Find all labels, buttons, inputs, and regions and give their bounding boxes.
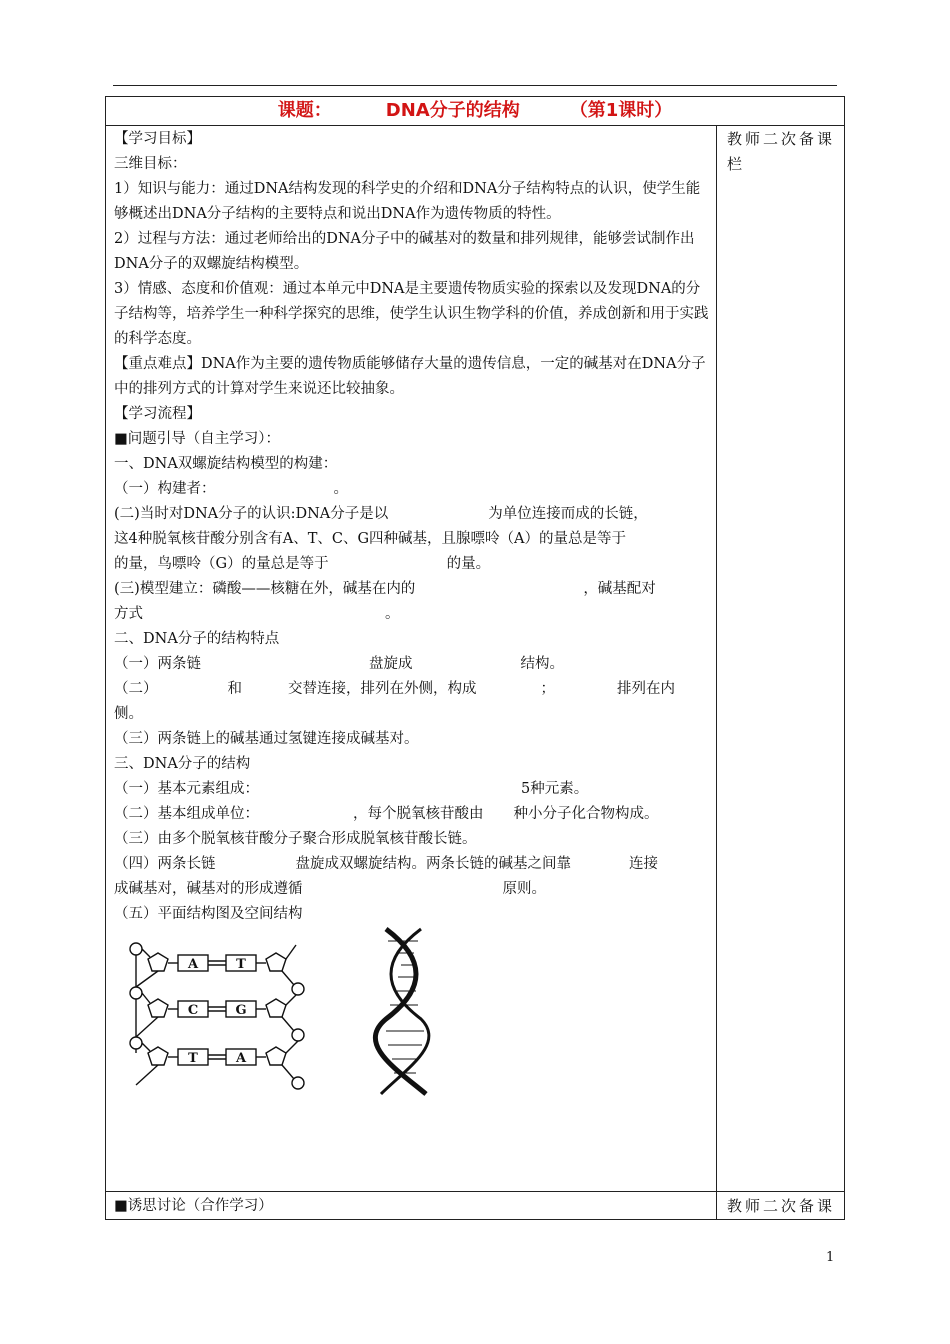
page-number: 1 <box>826 1250 835 1265</box>
figures <box>118 935 438 1119</box>
phosphate-circle <box>292 1077 304 1089</box>
section-3-3: （三）由多个脱氧核苷酸分子聚合形成脱氧核苷酸长链。 <box>114 831 477 847</box>
sugar-pentagon <box>266 953 286 971</box>
section-2-2: （二） 和 交替连接，排列在外侧，构成 ； 排列在内 <box>114 681 675 697</box>
base-label: T <box>188 1051 198 1066</box>
phosphate-circle <box>130 987 142 999</box>
phosphate-circle <box>130 943 142 955</box>
flow-header: 【学习流程】 <box>114 406 201 422</box>
title-period: （第1课时） <box>569 100 673 121</box>
base-label: T <box>236 957 246 972</box>
section-1-2-end: 的量，鸟嘌呤（G）的量总是等于 的量。 <box>114 556 491 572</box>
goal-2: 2）过程与方法：通过老师给出的DNA分子中的碱基对的数量和排列规律，能够尝试制作出DNA分子的双螺旋结构模型。 <box>114 231 695 272</box>
sugar-pentagon <box>148 953 168 971</box>
sugar-pentagon <box>266 999 286 1017</box>
discussion-heading: ■诱思讨论（合作学习） <box>114 1198 273 1214</box>
section-2-3: （三）两条链上的碱基通过氢键连接成碱基对。 <box>114 731 419 747</box>
section-3-1: （一）基本元素组成： 5种元素。 <box>114 781 589 797</box>
key-points: 【重点难点】DNA作为主要的遗传物质能够储存大量的遗传信息，一定的碱基对在DNA分子中的排列方式的计算对学生来说还比较抽象。 <box>114 356 706 397</box>
section-3-4-end: 成碱基对，碱基对的形成遵循 原则。 <box>114 881 546 897</box>
phosphate-circle <box>130 1037 142 1049</box>
guide-heading: ■问题引导（自主学习）： <box>114 431 280 447</box>
section-1: 一、DNA双螺旋结构模型的构建： <box>114 456 338 472</box>
base-label: A <box>187 957 199 972</box>
dna-helix-image <box>366 919 456 1099</box>
title-label: 课题： <box>277 100 332 121</box>
section-1-3: (三)模型建立：磷酸——核糖在外，碱基在内的 ，碱基配对 <box>114 581 656 597</box>
section-1-2: (二)当时对DNA分子的认识:DNA分子是以 为单位连接而成的长链， <box>114 506 648 522</box>
section-1-1: （一）构建者： 。 <box>114 481 348 497</box>
section-1-2-cont: 这4种脱氧核苷酸分别含有A、T、C、G四种碱基，且腺嘌呤（A）的量总是等于 <box>114 531 627 547</box>
phosphate-circle <box>292 983 304 995</box>
section-1-3-end: 方式 。 <box>114 606 400 622</box>
section-2-2-end: 侧。 <box>114 706 143 722</box>
header-rule <box>113 85 837 86</box>
lesson-table <box>105 96 845 1220</box>
section-3-4: （四）两条长链 盘旋成双螺旋结构。两条长链的碱基之间靠 连接 <box>114 856 658 872</box>
sugar-pentagon <box>148 999 168 1017</box>
section-3-5: （五）平面结构图及空间结构 <box>114 906 303 922</box>
title-topic: DNA分子的结构 <box>385 100 520 121</box>
section-2-1: （一）两条链 盘旋成 结构。 <box>114 656 564 672</box>
base-label: A <box>235 1051 247 1066</box>
goals-header: 【学习目标】 <box>114 131 201 147</box>
sugar-pentagon <box>266 1047 286 1065</box>
main-content <box>114 127 710 927</box>
phosphate-circle <box>292 1029 304 1041</box>
goal-1: 1）知识与能力：通过DNA结构发现的科学史的介绍和DNA分子结构特点的认识，使学生能够概述出DNA分子结构的主要特点和说出DNA作为遗传物质的特性。 <box>114 181 701 222</box>
base-label: G <box>235 1003 247 1018</box>
teacher-notes-column: 教师二次备课栏 <box>727 130 836 173</box>
section-2: 二、DNA分子的结构特点 <box>114 631 280 647</box>
base-label: C <box>187 1003 199 1018</box>
section-3: 三、DNA分子的结构 <box>114 756 251 772</box>
goal-3: 3）情感、态度和价值观：通过本单元中DNA是主要遗传物质实验的探索以及发现DNA的分子结构等，培养学生一种科学探究的思维，使学生认识生物学科的价值，养成创新和用于实践的科学态度。 <box>114 281 709 347</box>
section-3-2: （二）基本组成单位： ，每个脱氧核苷酸由 种小分子化合物构成。 <box>114 806 659 822</box>
sugar-pentagon <box>148 1047 168 1065</box>
row-divider <box>106 1191 844 1192</box>
lesson-title <box>106 97 844 126</box>
three-dim: 三维目标： <box>114 156 187 172</box>
teacher-notes-bottom: 教师二次备课 <box>727 1197 836 1215</box>
column-divider <box>716 125 717 1219</box>
